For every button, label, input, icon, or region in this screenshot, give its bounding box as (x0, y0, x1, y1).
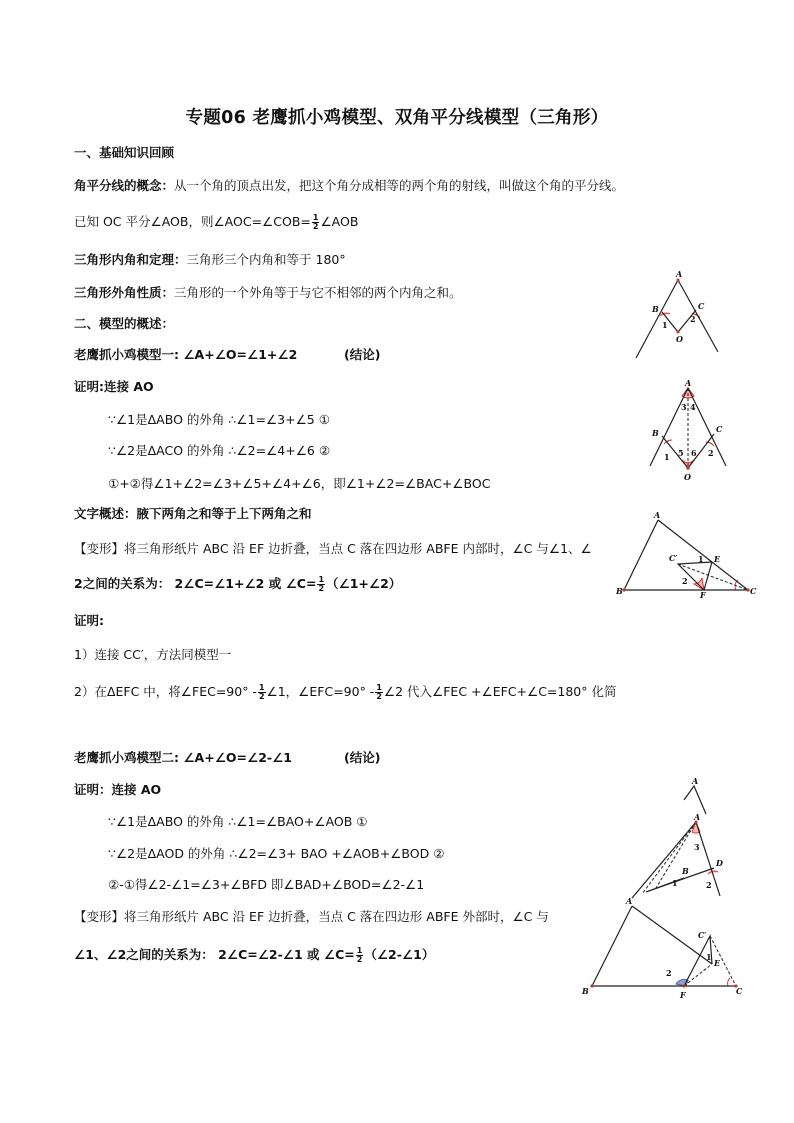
frac-den: 2 (356, 955, 363, 964)
variant2-relation-post: （∠2-∠1） (364, 947, 435, 962)
fig4-label-A: A (694, 812, 701, 822)
fig1-label-B: B (652, 304, 659, 314)
fig2-label-C: C (716, 424, 723, 434)
frac-den: 2 (318, 584, 325, 593)
fig5-label-C: C (736, 986, 743, 996)
fig4-label-D: D (716, 858, 723, 868)
fig4-top-fragment (684, 786, 706, 814)
fig1-left-ray (636, 280, 678, 358)
given-post: ∠AOB (320, 214, 359, 229)
fig5-label-A: A (626, 896, 633, 906)
variant1-proof-step1: 1）连接 CC′，方法同模型一 (74, 647, 232, 662)
outer-angle-property (74, 285, 462, 301)
bisector-label: 角平分线的概念： (74, 178, 175, 193)
fig5-point (682, 984, 685, 987)
fig1-label-A: A (676, 269, 683, 279)
model2-step1: ∵∠1是ΔABO 的外角 ∴∠1=∠BAO+∠AOB ① (108, 814, 368, 829)
inner-text: 三角形三个内角和等于 180° (186, 252, 346, 267)
figure-model1-proof (644, 380, 734, 484)
fig3-label-1: 1 (698, 554, 704, 564)
fig5-label-F: F (680, 990, 686, 1000)
fig3-label-C: C (750, 586, 757, 596)
section-heading-basics: 一、基础知识回顾 (74, 145, 175, 160)
fig5-point (590, 984, 593, 987)
fig1-label-2: 2 (690, 314, 696, 324)
fig3-fold (704, 562, 712, 590)
fig4-inner (646, 868, 714, 892)
fig2-label-6: 6 (691, 448, 697, 458)
model2-proof-label: 证明：连接 AO (74, 782, 162, 797)
fig5-label-Cp: C′ (698, 930, 707, 940)
given-bisector-statement (74, 214, 358, 231)
variant1-proof-label: 证明: (74, 613, 104, 628)
inner-angle-theorem (74, 252, 346, 268)
variant1-statement: 【变形】将三角形纸片 ABC 沿 EF 边折叠，当点 C 落在四边形 ABFE 内部时，∠C 与∠1、∠ (74, 541, 592, 556)
fig2-point (686, 466, 690, 470)
model1-summary: 文字概述：腋下两角之和等于上下两角之和 (74, 506, 312, 521)
fig4-label-Atop: A (692, 776, 699, 786)
frac-num: 1 (258, 683, 265, 692)
fig4-label-2: 2 (706, 880, 712, 890)
frac-den: 2 (376, 692, 382, 701)
frac-den: 2 (312, 222, 319, 231)
figure-model1 (630, 269, 726, 362)
variant1-proof-step2 (74, 684, 616, 701)
frac-num: 1 (376, 683, 382, 692)
variant2-statement: 【变形】将三角形纸片 ABC 沿 EF 边折叠，当点 C 落在四边形 ABFE 外部时，∠C 与 (74, 909, 549, 924)
variant1-relation-pre: 2之间的关系为： 2∠C=∠1+∠2 或 ∠C= (74, 576, 317, 591)
frac-num: 1 (318, 575, 325, 584)
model2-tag: (结论) (344, 750, 381, 765)
frac-num: 1 (356, 946, 363, 955)
fig1-label-O: O (676, 334, 683, 344)
fig1-label-1: 1 (662, 320, 668, 330)
fig2-label-2: 2 (708, 448, 714, 458)
model1-step1: ∵∠1是ΔABO 的外角 ∴∠1=∠3+∠5 ① (108, 412, 330, 427)
fig3-point (622, 588, 625, 591)
model1-proof-label: 证明:连接 AO (74, 379, 154, 394)
bisector-definition (74, 178, 624, 194)
fig3-dashed (678, 564, 748, 590)
figure-variant1 (614, 512, 756, 598)
fig4-label-3: 3 (694, 842, 700, 852)
fig3-label-2: 2 (682, 576, 688, 586)
fig2-label-O: O (684, 472, 691, 482)
figure-variant2 (578, 894, 746, 1000)
fig2-label-1: 1 (664, 452, 670, 462)
inner-label: 三角形内角和定理： (74, 252, 187, 267)
fig1-label-C: C (698, 301, 705, 311)
fraction-half (317, 576, 325, 593)
fig2-label-A: A (685, 378, 692, 388)
variant1-relation (74, 576, 401, 593)
fig5-triangle (592, 906, 736, 986)
fig2-label-B: B (652, 428, 659, 438)
frac-den: 2 (258, 692, 265, 701)
figure-model2 (612, 778, 722, 902)
v1-p2-a: 2）在ΔEFC 中，将∠FEC=90° - (74, 684, 257, 699)
outer-text: 三角形的一个外角等于与它不相邻的两个内角之和。 (174, 285, 462, 300)
model2-step2: ∵∠2是ΔAOD 的外角 ∴∠2=∠3+ BAO +∠AOB+∠BOD ② (108, 846, 445, 861)
model1-tag: (结论) (344, 347, 381, 362)
outer-label: 三角形外角性质： (74, 285, 175, 300)
v1-p2-c: ∠2 代入∠FEC +∠EFC+∠C=180° 化简 (383, 684, 617, 699)
fraction-half (375, 684, 383, 701)
fig5-label-2: 2 (666, 968, 672, 978)
given-pre: 已知 OC 平分∠AOB，则∠AOC=∠COB= (74, 214, 311, 229)
fig5-dashed-2 (684, 964, 712, 986)
model2-step3: ②-①得∠2-∠1=∠3+∠BFD 即∠BAD+∠BOD=∠2-∠1 (108, 877, 425, 892)
fig3-label-F: F (700, 590, 706, 600)
section-heading-models: 二、模型的概述： (74, 316, 175, 331)
model1-step3: ①+②得∠1+∠2=∠3+∠5+∠4+∠6，即∠1+∠2=∠BAC+∠BOC (108, 476, 491, 491)
fig5-label-E: E (714, 958, 721, 968)
fig3-label-A: A (654, 510, 661, 520)
model1-step2: ∵∠2是ΔACO 的外角 ∴∠2=∠4+∠6 ② (108, 443, 331, 458)
fig3-label-E: E (714, 554, 721, 564)
fraction-half (312, 214, 320, 231)
fig3-label-Cp: C′ (669, 553, 678, 563)
fig2-label-4: 4 (690, 402, 696, 412)
variant2-relation (74, 947, 434, 964)
fig5-label-B: B (582, 986, 589, 996)
frac-num: 1 (312, 213, 319, 222)
v1-p2-b: ∠1，∠EFC=90° - (266, 684, 375, 699)
fig5-label-1: 1 (706, 952, 712, 962)
fig4-label-1: 1 (672, 878, 678, 888)
variant1-relation-post: （∠1+∠2） (326, 576, 402, 591)
bisector-text: 从一个角的顶点出发，把这个角分成相等的两个角的射线，叫做这个角的平分线。 (174, 178, 625, 193)
fig5-arc-C (728, 978, 730, 986)
model2-title: 老鹰抓小鸡模型二: ∠A+∠O=∠2-∠1 (74, 750, 293, 765)
fraction-half (356, 947, 364, 964)
page-title: 专题06 老鹰抓小鸡模型、双角平分线模型（三角形） (185, 108, 609, 128)
variant2-relation-pre: ∠1、∠2之间的关系为： 2∠C=∠2-∠1 或 ∠C= (74, 947, 355, 962)
model1-title: 老鹰抓小鸡模型一: ∠A+∠O=∠1+∠2 (74, 347, 298, 362)
fig4-label-B: B (682, 866, 689, 876)
fraction-half (258, 684, 266, 701)
fig3-label-B: B (616, 586, 623, 596)
fig2-label-5: 5 (678, 448, 684, 458)
fig1-right-ray (678, 280, 718, 352)
fig2-label-3: 3 (681, 402, 687, 412)
